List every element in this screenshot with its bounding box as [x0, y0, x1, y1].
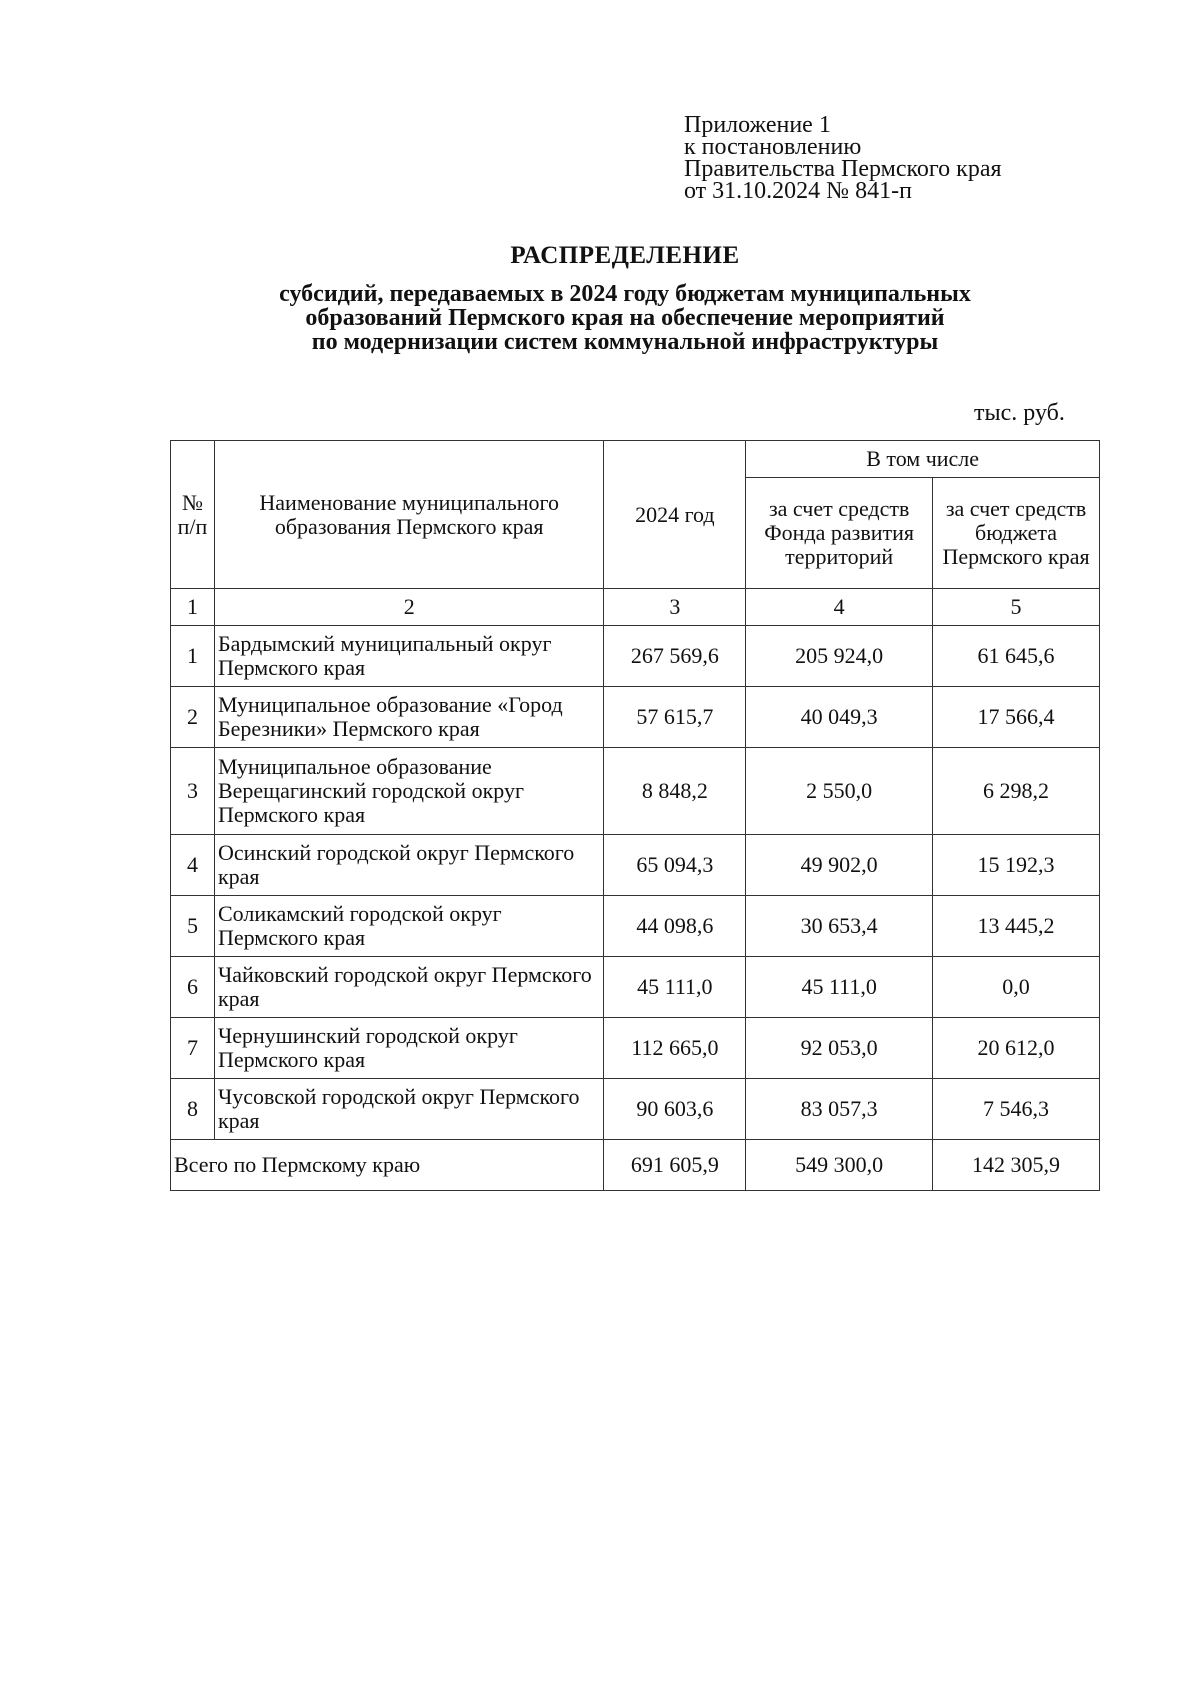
document-subtitle	[0, 282, 1200, 354]
column-number: 1	[171, 589, 215, 626]
row-budget: 15 192,3	[933, 835, 1100, 896]
appendix-line: Приложение 1	[684, 112, 831, 138]
header-year: 2024 год	[604, 441, 746, 589]
column-number: 5	[933, 589, 1100, 626]
row-name: Соликамский городской округ Пермского края	[214, 896, 604, 957]
row-name: Осинский городской округ Пермского края	[214, 835, 604, 896]
row-num: 6	[171, 957, 215, 1018]
row-budget: 0,0	[933, 957, 1100, 1018]
row-num: 7	[171, 1018, 215, 1079]
column-number: 2	[214, 589, 604, 626]
total-year: 691 605,9	[604, 1140, 746, 1191]
row-num: 1	[171, 626, 215, 687]
table-row	[171, 835, 1100, 896]
row-budget: 61 645,6	[933, 626, 1100, 687]
row-year: 267 569,6	[604, 626, 746, 687]
table-row	[171, 748, 1100, 835]
header-fund: за счет средств Фонда развития территорий	[746, 478, 933, 589]
table-header-row	[171, 441, 1100, 478]
row-num: 8	[171, 1079, 215, 1140]
header-name: Наименование муниципального образования Пермского края	[214, 441, 604, 589]
row-fund: 30 653,4	[746, 896, 933, 957]
row-name: Чайковский городской округ Пермского края	[214, 957, 604, 1018]
row-fund: 92 053,0	[746, 1018, 933, 1079]
subtitle-line: субсидий, передаваемых в 2024 году бюджетам муниципальных	[279, 281, 971, 307]
row-fund: 49 902,0	[746, 835, 933, 896]
row-fund: 83 057,3	[746, 1079, 933, 1140]
appendix-line: от 31.10.2024 № 841-п	[684, 178, 912, 204]
appendix-line: Правительства Пермского края	[684, 156, 1002, 182]
row-num: 3	[171, 748, 215, 835]
document-title: РАСПРЕДЕЛЕНИЕ	[510, 242, 740, 269]
row-fund: 45 111,0	[746, 957, 933, 1018]
subtitle-line: по модернизации систем коммунальной инфраструктуры	[311, 329, 939, 355]
row-year: 8 848,2	[604, 748, 746, 835]
table-row	[171, 1079, 1100, 1140]
row-num: 2	[171, 687, 215, 748]
column-number: 4	[746, 589, 933, 626]
row-name: Чернушинский городской округ Пермского края	[214, 1018, 604, 1079]
row-name: Чусовской городской округ Пермского края	[214, 1079, 604, 1140]
column-number: 3	[604, 589, 746, 626]
table-row	[171, 957, 1100, 1018]
row-year: 112 665,0	[604, 1018, 746, 1079]
total-budget: 142 305,9	[933, 1140, 1100, 1191]
row-year: 57 615,7	[604, 687, 746, 748]
appendix-block	[684, 114, 1002, 202]
row-name: Муниципальное образование «Город Березники» Пермского края	[214, 687, 604, 748]
header-including: В том числе	[746, 441, 1100, 478]
table-row	[171, 1018, 1100, 1079]
row-year: 65 094,3	[604, 835, 746, 896]
table-row	[171, 626, 1100, 687]
header-num: № п/п	[171, 441, 215, 589]
table-row	[171, 687, 1100, 748]
appendix-line: к постановлению	[684, 134, 862, 160]
units-label: тыс. руб.	[974, 400, 1065, 426]
row-budget: 17 566,4	[933, 687, 1100, 748]
table-row	[171, 896, 1100, 957]
row-fund: 205 924,0	[746, 626, 933, 687]
row-num: 5	[171, 896, 215, 957]
row-budget: 20 612,0	[933, 1018, 1100, 1079]
row-year: 44 098,6	[604, 896, 746, 957]
distribution-table	[170, 440, 1100, 1191]
row-name: Муниципальное образование Верещагинский городской округ Пермского края	[214, 748, 604, 835]
subtitle-line: образований Пермского края на обеспечение мероприятий	[305, 305, 945, 331]
row-budget: 7 546,3	[933, 1079, 1100, 1140]
row-fund: 40 049,3	[746, 687, 933, 748]
row-num: 4	[171, 835, 215, 896]
header-budget: за счет средств бюджета Пермского края	[933, 478, 1100, 589]
row-year: 45 111,0	[604, 957, 746, 1018]
total-fund: 549 300,0	[746, 1140, 933, 1191]
row-name: Бардымский муниципальный округ Пермского края	[214, 626, 604, 687]
row-fund: 2 550,0	[746, 748, 933, 835]
row-year: 90 603,6	[604, 1079, 746, 1140]
row-budget: 13 445,2	[933, 896, 1100, 957]
total-label: Всего по Пермскому краю	[171, 1140, 604, 1191]
row-budget: 6 298,2	[933, 748, 1100, 835]
total-row	[171, 1140, 1100, 1191]
column-number-row	[171, 589, 1100, 626]
